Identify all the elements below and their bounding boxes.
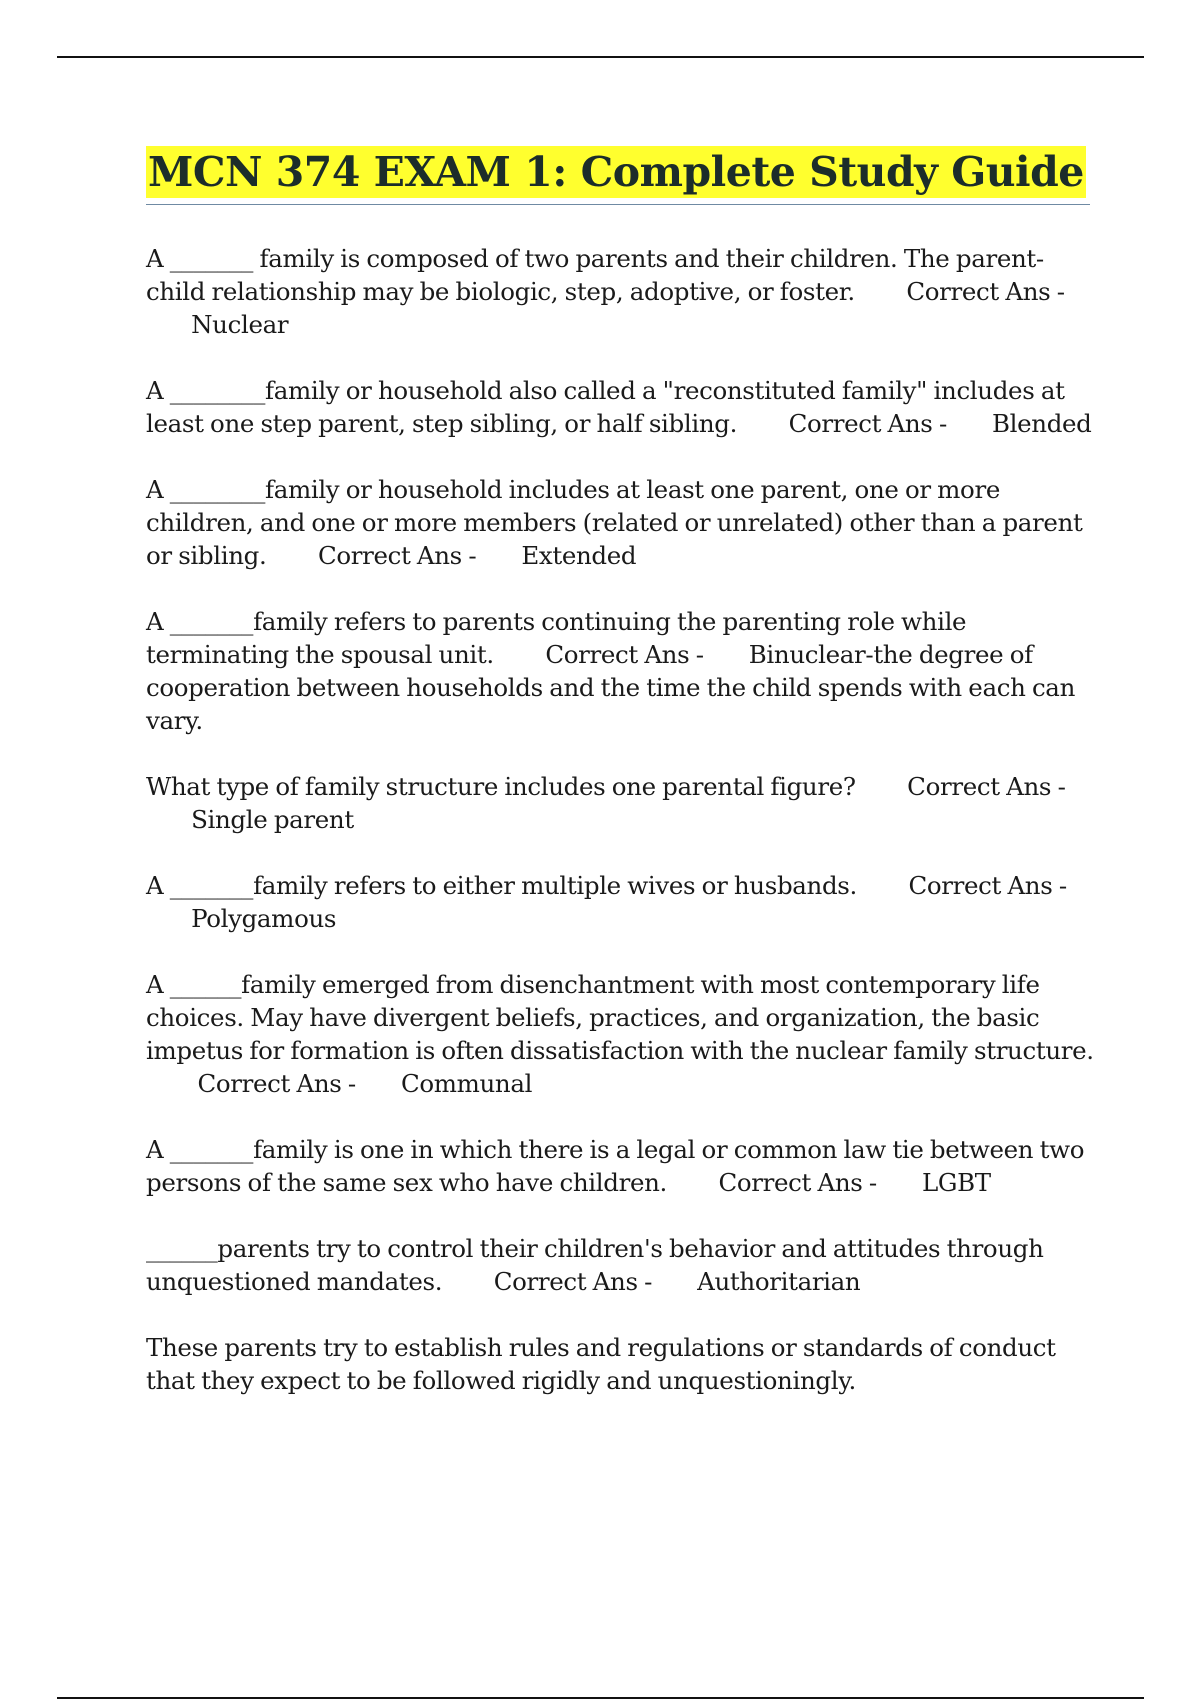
answer-label: Correct Ans - xyxy=(493,1267,653,1296)
title-block xyxy=(146,146,1090,205)
answer-text: Authoritarian xyxy=(697,1267,861,1296)
answer-label: Correct Ans - xyxy=(317,541,477,570)
answer-label: Correct Ans - xyxy=(906,277,1065,306)
answer-label: Correct Ans - xyxy=(907,772,1066,801)
question-text: A ________family or household also called a "reconstituted family" includes at least one step parent, step sibling, or half sibling. xyxy=(146,376,1065,438)
question-text: A ________family or household includes at least one parent, one or more children, and one or more members (related or unrelated) other than a parent or sibling. xyxy=(146,475,1083,570)
answer-text: Blended xyxy=(991,409,1092,438)
answer-label: Correct Ans - xyxy=(197,1069,356,1098)
study-guide-body xyxy=(146,242,1096,1430)
question-text: ______parents try to control their children's behavior and attitudes through unquestioned mandates. xyxy=(146,1234,1044,1296)
answer-text: Binuclear-the degree of cooperation between households and the time the child spends with each can vary. xyxy=(146,640,1075,735)
answer-text: Polygamous xyxy=(191,904,337,933)
question-text: What type of family structure includes one parental figure? xyxy=(146,772,856,801)
answer-text: Extended xyxy=(521,541,637,570)
question-text: A ______family emerged from disenchantment with most contemporary life choices. May have divergent beliefs, practices, and organization, the basic impetus for formation is often dissatisfaction with the nuclear family structure. xyxy=(146,970,1094,1065)
qa-item xyxy=(146,605,1096,737)
qa-item xyxy=(146,374,1096,440)
bottom-divider xyxy=(57,1697,1144,1699)
answer-text: Nuclear xyxy=(191,310,289,339)
qa-item xyxy=(146,1133,1096,1199)
answer-label: Correct Ans - xyxy=(908,871,1067,900)
qa-item xyxy=(146,242,1096,341)
page-title: MCN 374 EXAM 1: Complete Study Guide xyxy=(148,148,1084,196)
qa-item xyxy=(146,473,1096,572)
answer-text: Single parent xyxy=(191,805,354,834)
question-text: A _______family is one in which there is a legal or common law tie between two persons of the same sex who have children. xyxy=(146,1135,1085,1197)
answer-text: LGBT xyxy=(921,1168,991,1197)
question-text: A _______family refers to parents continuing the parenting role while terminating the spousal unit. xyxy=(146,607,967,669)
closing-paragraph: These parents try to establish rules and regulations or standards of conduct that they expect to be followed rigidly and unquestioningly. xyxy=(146,1333,1056,1395)
question-text: A _______ family is composed of two parents and their children. The parent-child relationship may be biologic, step, adoptive, or foster. xyxy=(146,244,1044,306)
question-text: A _______family refers to either multiple wives or husbands. xyxy=(146,871,857,900)
top-divider xyxy=(57,56,1144,58)
qa-item xyxy=(146,869,1096,935)
answer-label: Correct Ans - xyxy=(545,640,704,669)
answer-label: Correct Ans - xyxy=(718,1168,877,1197)
qa-item xyxy=(146,968,1096,1100)
answer-text: Communal xyxy=(400,1069,533,1098)
qa-item xyxy=(146,1232,1096,1298)
qa-item xyxy=(146,770,1096,836)
answer-label: Correct Ans - xyxy=(788,409,947,438)
